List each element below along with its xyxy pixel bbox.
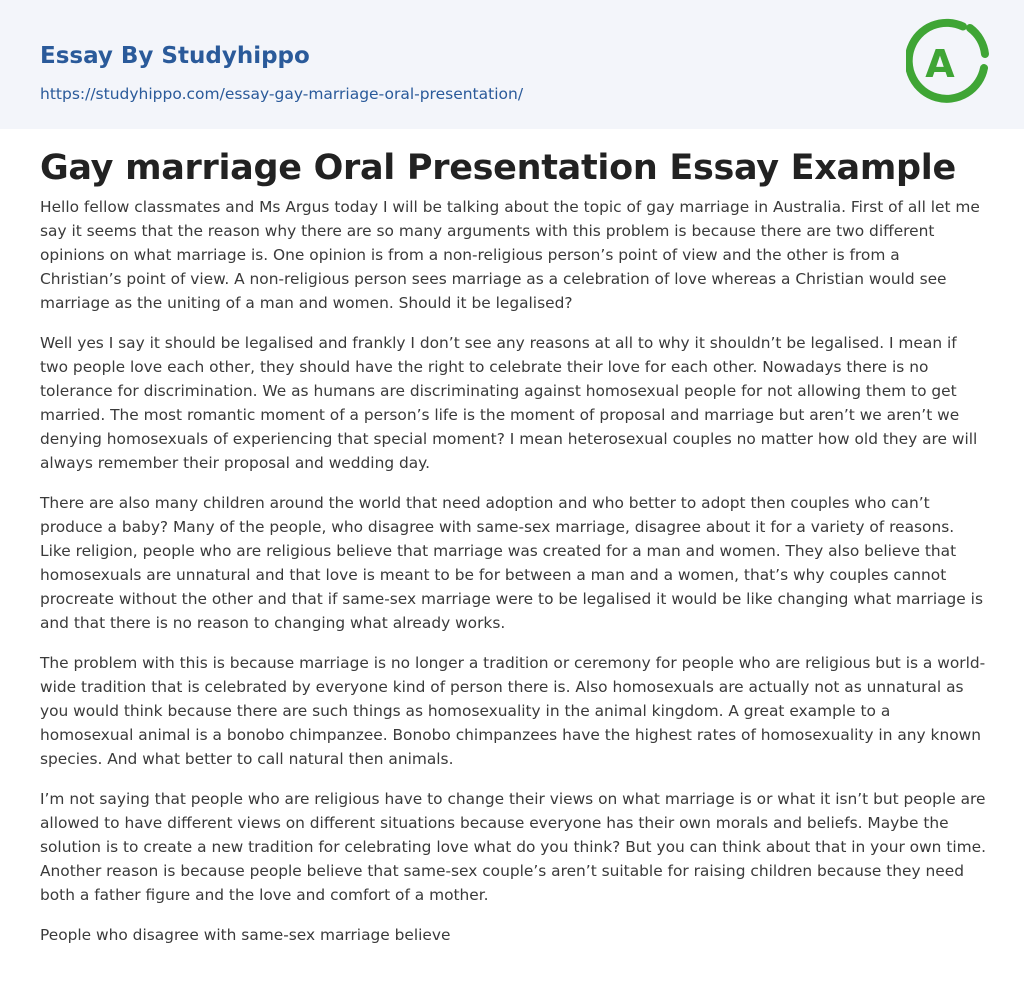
source-url-link[interactable]: https://studyhippo.com/essay-gay-marriage-oral-presentation/ bbox=[40, 85, 524, 103]
studyhippo-logo-icon[interactable] bbox=[906, 18, 992, 106]
paragraph: I’m not saying that people who are religious have to change their views on what marriage is or what it isn’t but people are allowed to have different views on different situations because everyone has their own morals and beliefs. Maybe the solution is to create a new tradition for celebrating love what do you think? But you can think about that in your own time. Another reason is because people believe that same-sex couple’s aren’t suitable for raising children because they need both a father figure and the love and comfort of a mother. bbox=[40, 790, 986, 904]
article-body bbox=[40, 146, 986, 963]
paragraph: Hello fellow classmates and Ms Argus today I will be talking about the topic of gay marriage in Australia. First of all let me say it seems that the reason why there are so many arguments with this problem is because there are two different opinions on what marriage is. One opinion is from a non-religious person’s point of view and the other is from a Christian’s point of view. A non-religious person sees marriage as a celebration of love whereas a Christian would see marriage as the uniting of a man and women. Should it be legalised? bbox=[40, 198, 980, 312]
brand-title[interactable]: Essay By Studyhippo bbox=[40, 43, 310, 69]
paragraph: There are also many children around the world that need adoption and who better to adopt then couples who can’t produce a baby? Many of the people, who disagree with same-sex marriage, disagree about it for a variety of reasons. Like religion, people who are religious believe that marriage was created for a man and women. They also believe that homosexuals are unnatural and that love is meant to be for between a man and a women, that’s why couples cannot procreate without the other and that if same-sex marriage were to be legalised it would be like changing what marriage is and that there is no reason to changing what already works. bbox=[40, 494, 983, 632]
paragraph: Well yes I say it should be legalised and frankly I don’t see any reasons at all to why it shouldn’t be legalised. I mean if two people love each other, they should have the right to celebrate their love for each other. Nowadays there is no tolerance for discrimination. We as humans are discriminating against homosexual people for not allowing them to get married. The most romantic moment of a person’s life is the moment of proposal and marriage but aren’t we aren’t we denying homosexuals of experiencing that special moment? I mean heterosexual couples no matter how old they are will always remember their proposal and wedding day. bbox=[40, 334, 978, 472]
logo-letter: A bbox=[925, 42, 955, 86]
page-title: Gay marriage Oral Presentation Essay Example bbox=[40, 148, 956, 188]
paragraph: People who disagree with same-sex marriage believe bbox=[40, 926, 451, 944]
paragraph: The problem with this is because marriage is no longer a tradition or ceremony for people who are religious but is a world-wide tradition that is celebrated by everyone kind of person there is. Also homosexuals are actually not as unnatural as you would think because there are such things as homosexuality in the animal kingdom. A great example to a homosexual animal is a bonobo chimpanzee. Bonobo chimpanzees have the highest rates of homosexuality in any known species. And what better to call natural then animals. bbox=[40, 654, 986, 768]
site-header bbox=[0, 0, 1024, 129]
